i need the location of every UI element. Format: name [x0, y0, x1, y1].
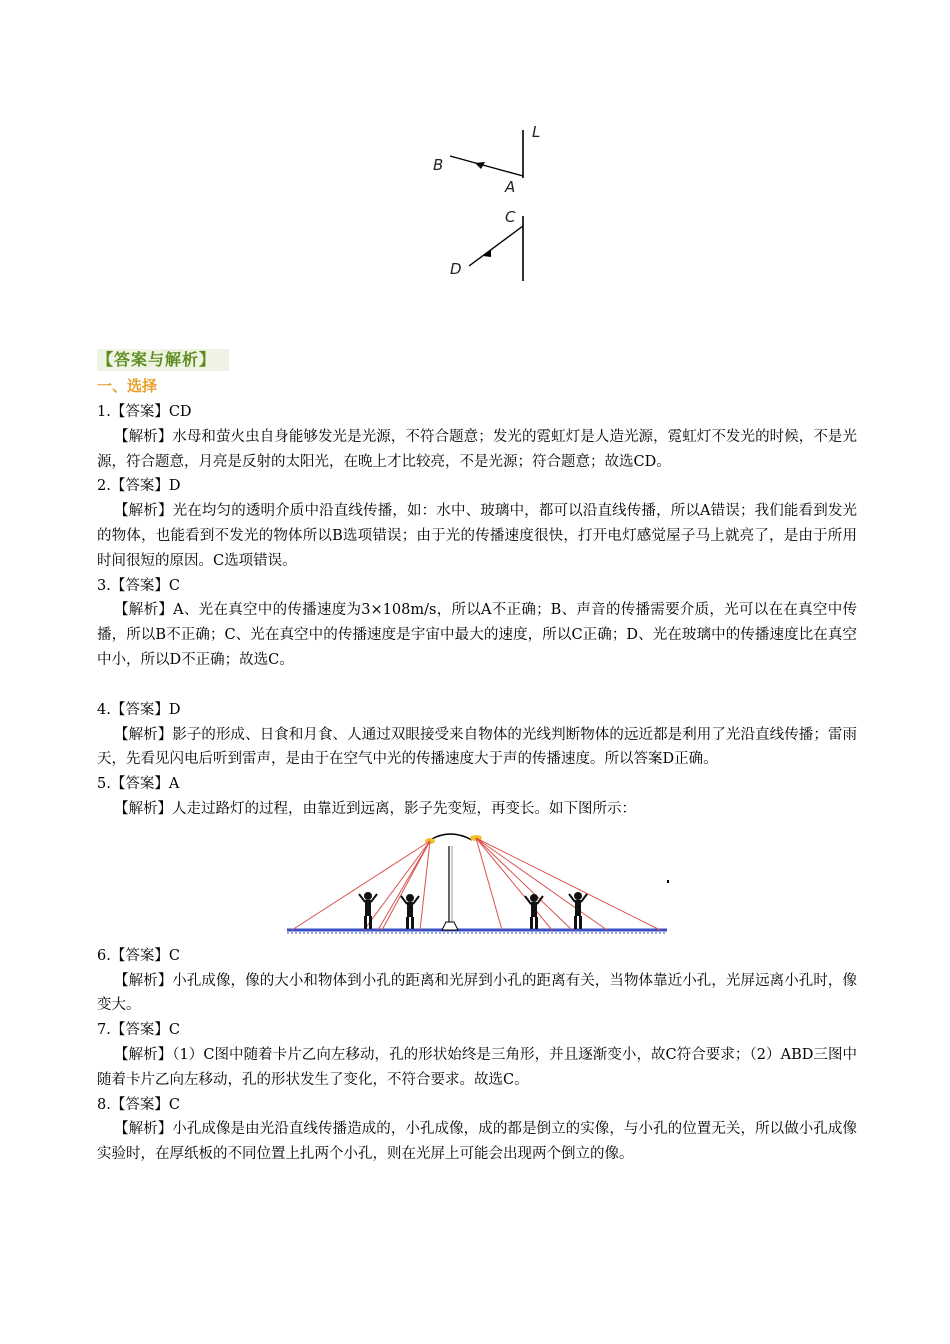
person-1 [359, 892, 377, 929]
ray-a-to-b [450, 156, 523, 176]
explanation-1: 【解析】水母和萤火虫自身能够发光是光源，不符合题意；发光的霓虹灯是人造光源，霓虹灯不发光的时候，不是光源，符合题意，月亮是反射的太阳光，在晚上才比较亮，不是光源；符合题意；故选CD。 [97, 428, 857, 470]
explanation-4: 【解析】影子的形成、日食和月食、人通过双眼接受来自物体的光线判断物体的远近都是利用了光沿直线传播；雷雨天，先看见闪电后听到雷声，是由于在空气中光的传播速度大于声的传播速度。所以答案D正确。 [97, 726, 857, 768]
label-L: L [532, 123, 541, 141]
lamp-arm [430, 834, 472, 840]
explanation-3: 【解析】A、光在真空中的传播速度为3×108m/s，所以A不正确；B、声音的传播需要介质，光可以在在真空中传播，所以B不正确；C、光在真空中的传播速度是宇宙中最大的速度，所以C正确；D、光在玻璃中的传播速度比在真空中小，所以D不正确；故选C。 [97, 602, 857, 668]
spacer [97, 673, 857, 698]
person-4 [569, 892, 587, 929]
choice-subsection-title: 一、选择 [97, 377, 158, 395]
label-D: D [450, 260, 462, 278]
explanation-6: 【解析】小孔成像，像的大小和物体到小孔的距离和光屏到小孔的距离有关，当物体靠近小孔，光屏远离小孔时，像变大。 [97, 972, 857, 1014]
answer-7: 7.【答案】C [97, 1022, 180, 1039]
answer-1: 1.【答案】CD [97, 404, 192, 420]
explanation-8: 【解析】小孔成像是由光沿直线传播造成的，小孔成像，成的都是倒立的实像，与小孔的位置无关，所以做小孔成像实验时，在厚纸板的不同位置上扎两个小孔，则在光屏上可能会出现两个倒立的像。 [97, 1121, 857, 1163]
answer-8: 8.【答案】C [97, 1096, 180, 1113]
explanation-5: 【解析】人走过路灯的过程，由靠近到远离，影子先变短，再变长。如下图所示： [114, 800, 636, 817]
answer-3: 3.【答案】C [97, 577, 180, 594]
answer-2: 2.【答案】D [97, 478, 181, 495]
label-C: C [505, 208, 516, 226]
label-B: B [433, 156, 444, 174]
mirror-reflection-figure [425, 118, 555, 288]
answer-6: 6.【答案】C [97, 947, 180, 964]
answer-5: 5.【答案】A [97, 776, 180, 793]
light-rays-right [476, 838, 660, 930]
person-2 [401, 894, 419, 929]
ray-c-to-d [469, 226, 523, 266]
label-A: A [505, 178, 516, 196]
explanation-7: 【解析】（1）C图中随着卡片乙向左移动，孔的形状始终是三角形，并且逐渐变小，故C符合要求；（2）ABD三图中随着卡片乙向左移动，孔的形状发生了变化，不符合要求。故选C。 [97, 1046, 857, 1088]
lamp-base [442, 922, 458, 930]
explanation-2: 【解析】光在均匀的透明介质中沿直线传播，如：水中、玻璃中，都可以沿直线传播，所以A错误；我们能看到发光的物体，也能看到不发光的物体所以B选项错误；由于光的传播速度很快，打开电灯感觉屋子马上就亮了，是由于所用时间很短的原因。C选项错误。 [97, 503, 857, 569]
answers-section-title: 【答案与解析】 [97, 349, 229, 371]
ray-cd-arrow [483, 249, 491, 257]
answer-4: 4.【答案】D [97, 701, 181, 718]
street-lamp-shadow-figure [282, 826, 682, 936]
answer-list [97, 400, 857, 1167]
person-3 [525, 894, 543, 929]
